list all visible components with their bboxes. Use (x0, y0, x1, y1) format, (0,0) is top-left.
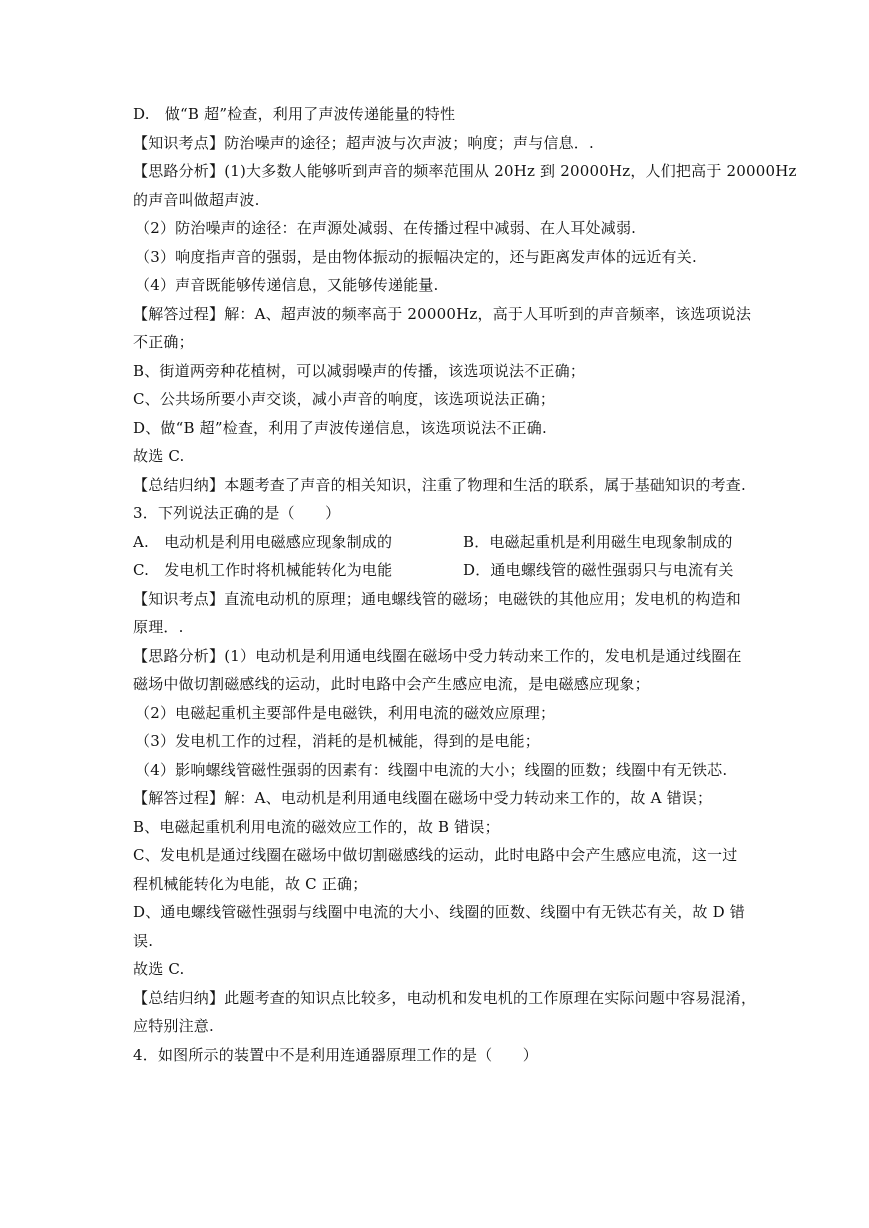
analysis-q2-line1: 【思路分析】(1)大多数人能够听到声音的频率范围从 20Hz 到 20000Hz，人们把高于 20000Hz (133, 162, 797, 180)
solution-q3-d-line2: 误. (133, 931, 154, 950)
option-d-q2: D. 做“B 超”检查，利用了声波传递能量的特性 (133, 105, 456, 123)
analysis-q3-line1: 【思路分析】(1）电动机是利用通电线圈在磁场中受力转动来工作的，发电机是通过线圈在 (133, 646, 742, 665)
answer-q3: 故选 C. (133, 960, 185, 978)
knowledge-points-q3-line2: 原理．. (133, 618, 184, 636)
analysis-q3-point3: （3）发电机工作的过程，消耗的是机械能，得到的是电能； (135, 732, 540, 750)
option-b-q3: B．电磁起重机是利用磁生电现象制成的 (463, 532, 733, 551)
document-body (133, 104, 797, 1073)
solution-q3-d-line1: D、通电螺线管磁性强弱与线圈中电流的大小、线圈的匝数、线圈中有无铁芯有关，故 D 错 (133, 903, 745, 921)
solution-q2-c: C、公共场所要小声交谈，减小声音的响度，该选项说法正确； (133, 390, 556, 408)
analysis-q2-line2: 的声音叫做超声波. (133, 190, 260, 209)
solution-q3-c-line2: 程机械能转化为电能，故 C 正确； (133, 874, 368, 893)
solution-q2-line2: 不正确； (133, 333, 194, 351)
option-c-q3: C. 发电机工作时将机械能转化为电能 (133, 561, 393, 579)
analysis-q2-point3: （3）响度指声音的强弱，是由物体振动的振幅决定的，还与距离发声体的远近有关. (135, 247, 697, 266)
question-4: 4．如图所示的装置中不是利用连通器原理工作的是（ ） (133, 1045, 538, 1064)
solution-q2-b: B、街道两旁种花植树，可以减弱噪声的传播，该选项说法不正确； (133, 361, 586, 380)
analysis-q3-point2: （2）电磁起重机主要部件是电磁铁，利用电流的磁效应原理； (135, 703, 556, 722)
summary-q3-line1: 【总结归纳】此题考查的知识点比较多，电动机和发电机的工作原理在实际问题中容易混淆， (133, 988, 757, 1007)
option-a-q3: A. 电动机是利用电磁感应现象制成的 (133, 532, 393, 551)
question-3: 3．下列说法正确的是（ ） (133, 504, 341, 522)
summary-q2: 【总结归纳】本题考查了声音的相关知识，注重了物理和生活的联系，属于基础知识的考查. (133, 475, 746, 494)
analysis-q2-point4: （4）声音既能够传递信息，又能够传递能量. (135, 276, 439, 294)
analysis-q3-point4: （4）影响螺线管磁性强弱的因素有：线圈中电流的大小；线圈的匝数；线圈中有无铁芯. (135, 760, 728, 779)
solution-q3-a: 【解答过程】解：A、电动机是利用通电线圈在磁场中受力转动来工作的，故 A 错误； (133, 789, 713, 807)
analysis-q3-line2: 磁场中做切割磁感线的运动，此时电路中会产生感应电流，是电磁感应现象； (133, 675, 650, 693)
knowledge-points-q2: 【知识考点】防治噪声的途径；超声波与次声波；响度；声与信息．. (133, 133, 594, 152)
analysis-q2-point2: （2）防治噪声的途径：在声源处减弱、在传播过程中减弱、在人耳处减弱. (135, 219, 637, 237)
solution-q2-d: D、做“B 超”检查，利用了声波传递信息，该选项说法不正确. (133, 418, 547, 437)
summary-q3-line2: 应特别注意. (133, 1017, 214, 1035)
options-row-ab (133, 532, 753, 552)
knowledge-points-q3-line1: 【知识考点】直流电动机的原理；通电螺线管的磁场；电磁铁的其他应用；发电机的构造和 (133, 589, 742, 608)
solution-q3-c-line1: C、发电机是通过线圈在磁场中做切割磁感线的运动，此时电路中会产生感应电流，这一过 (133, 846, 738, 864)
options-row-cd (133, 560, 753, 580)
solution-q3-b: B、电磁起重机利用电流的磁效应工作的，故 B 错误； (133, 817, 500, 836)
answer-q2: 故选 C. (133, 447, 185, 465)
solution-q2-line1: 【解答过程】解：A、超声波的频率高于 20000Hz，高于人耳听到的声音频率，该选项说法 (133, 304, 752, 323)
option-d-q3: D．通电螺线管的磁性强弱只与电流有关 (463, 561, 734, 579)
